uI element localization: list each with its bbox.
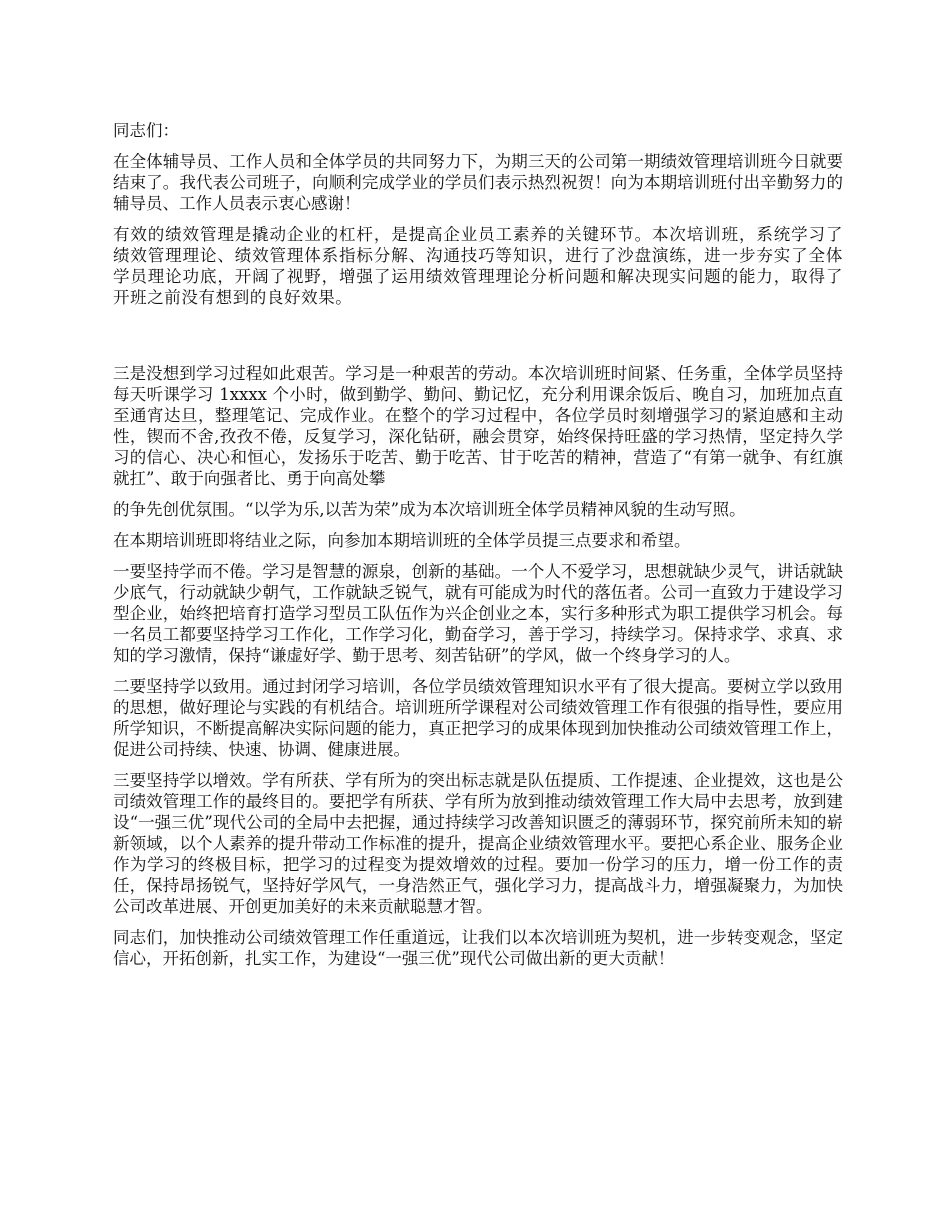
salutation: 同志们： [113, 121, 179, 140]
paragraph-effective-management: 有效的绩效管理是撬动企业的杠杆，是提高企业员工素养的关键环节。本次培训班，系统学习了绩效管理理论、绩效管理体系指标分解、沟通技巧等知识，进行了沙盘演练，进一步夯实了全体学员理论功底，开阔了视野，增强了运用绩效管理理论分析问题和解决现实问题的能力，取得了开班之前没有想到的良好效果。 [113, 225, 843, 307]
paragraph-requirement-one: 一要坚持学而不倦。学习是智慧的源泉，创新的基础。一个人不爱学习，思想就缺少灵气，讲话就缺少底气，行动就缺少朝气，工作就缺乏锐气，就有可能成为时代的落伍者。公司一直致力于建设学习型企业，始终把培育打造学习型员工队伍作为兴企创业之本，实行多种形式为职工提供学习机会。每一名员工都要坚持学习工作化，工作学习化，勤奋学习，善于学习，持续学习。保持求学、求真、求知的学习激情，保持“谦虚好学、勤于思考、刻苦钻研”的学风，做一个终身学习的人。 [113, 562, 843, 665]
paragraph-requirements-intro: 在本期培训班即将结业之际，向参加本期培训班的全体学员提三点要求和希望。 [113, 531, 691, 550]
paragraph-opening: 在全体辅导员、工作人员和全体学员的共同努力下，为期三天的公司第一期绩效管理培训班今日就要结束了。我代表公司班子，向顺利完成学业的学员们表示热烈祝贺！向为本期培训班付出辛勤努力的辅导员、工作人员表示衷心感谢！ [113, 152, 843, 213]
paragraph-hard-study: 三是没想到学习过程如此艰苦。学习是一种艰苦的劳动。本次培训班时间紧、任务重，全体学员坚持每天听课学习 1xxxx 个小时，做到勤学、勤问、勤记忆，充分利用课余饭后、晚自习，加班加点直至通宵达旦，整理笔记、完成作业。在整个的学习过程中，各位学员时刻增强学习的紧迫感和主动性，锲而不舍,孜孜不倦，反复学习，深化钻研，融会贯穿，始终保持旺盛的学习热情，坚定持久学习的信心、决心和恒心，发扬乐于吃苦、勤于吃苦、甘于吃苦的精神，营造了“有第一就争、有红旗就扛”、敢于向强者比、勇于向高处攀 [113, 364, 843, 488]
document-page [113, 120, 843, 979]
blank-gap [113, 318, 843, 363]
paragraph-requirement-three: 三要坚持学以增效。学有所获、学有所为的突出标志就是队伍提质、工作提速、企业提效，这也是公司绩效管理工作的最终目的。要把学有所获、学有所为放到推动绩效管理工作大局中去思考，放到建设“一强三优”现代公司的全局中去把握，通过持续学习改善知识匮乏的薄弱环节，探究前所未知的崭新领域，以个人素养的提升带动工作标准的提升，提高企业绩效管理水平。要把心系企业、服务企业作为学习的终极目标，把学习的过程变为提效增效的过程。要加一份学习的压力，增一份工作的责任，保持昂扬锐气，坚持好学风气，一身浩然正气，强化学习力，提高战斗力，增强凝聚力，为加快公司改革进展、开创更加美好的未来贡献聪慧才智。 [113, 771, 843, 916]
paragraph-closing: 同志们，加快推动公司绩效管理工作任重道远，让我们以本次培训班为契机，进一步转变观念，坚定信心，开拓创新，扎实工作，为建设“一强三优”现代公司做出新的更大贡献！ [113, 928, 843, 968]
paragraph-requirement-two: 二要坚持学以致用。通过封闭学习培训，各位学员绩效管理知识水平有了很大提高。要树立学以致用的思想，做好理论与实践的有机结合。培训班所学课程对公司绩效管理工作有很强的指导性，要应用所学知识，不断提高解决实际问题的能力，真正把学习的成果体现到加快推动公司绩效管理工作上，促进公司持续、快速、协调、健康进展。 [113, 677, 843, 759]
paragraph-atmosphere: 的争先创优氛围。“以学为乐,以苦为荣”成为本次培训班全体学员精神风貌的生动写照。 [113, 500, 746, 519]
